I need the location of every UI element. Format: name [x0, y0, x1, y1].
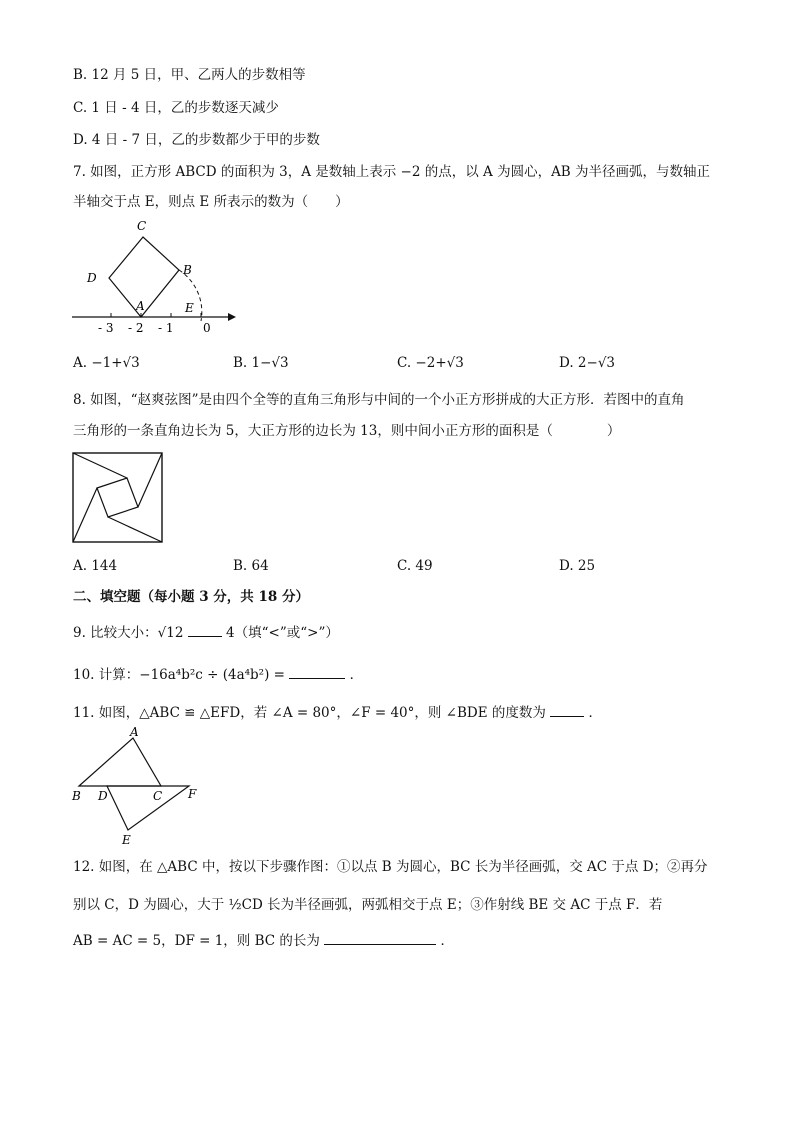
tick-neg1: - 1	[158, 321, 174, 335]
q8-zhaoshuang-figure	[72, 452, 164, 544]
q10-answer-blank[interactable]	[289, 666, 345, 679]
q11-end: ．	[588, 705, 602, 721]
q10-text: 10. 计算：−16a⁴b²c ÷ (4a⁴b²) =	[73, 667, 285, 683]
q10-end: ．	[349, 667, 364, 683]
q8-option-a: A. 144	[73, 558, 118, 574]
outer-square	[73, 453, 162, 542]
section2-title: 二、填空题（每小题 3 分，共 18 分）	[73, 589, 309, 605]
q7-option-d: D. 2−√3	[559, 355, 616, 371]
tick-neg3: - 3	[98, 321, 114, 335]
label-b: B	[183, 263, 192, 277]
q9-suffix: 4（填“<”或“>”）	[226, 625, 339, 641]
q12-stem-line2: 别以 C，D 为圆心，大于 ½CD 长为半径画弧，两弧相交于点 E；③作射线 BE 交 AC 于点 F．若	[73, 897, 663, 913]
label-e: E	[185, 301, 194, 315]
q8-option-d: D. 25	[559, 558, 596, 574]
tick-0: 0	[203, 321, 211, 335]
label-d: D	[98, 789, 108, 803]
q7-stem-line1: 7. 如图，正方形 ABCD 的面积为 3，A 是数轴上表示 −2 的点，以 A 为圆心，AB 为半径画弧，与数轴正	[73, 164, 711, 180]
q8-option-c: C. 49	[397, 558, 433, 574]
label-a: A	[130, 726, 139, 739]
label-c: C	[153, 789, 163, 803]
q7-option-b: B. 1−√3	[233, 355, 289, 371]
triangle-abc	[79, 738, 161, 786]
q11-line	[73, 704, 602, 722]
label-f: F	[188, 787, 197, 801]
q9-prefix: 9. 比较大小：√12	[73, 625, 184, 641]
q11-answer-blank[interactable]	[550, 704, 584, 717]
q7-stem-line2: 半轴交于点 E，则点 E 所表示的数为（ ）	[73, 194, 349, 210]
q9-line	[73, 624, 339, 642]
q12-end: ．	[440, 933, 454, 949]
q6-option-b: B. 12 月 5 日，甲、乙两人的步数相等	[73, 67, 306, 83]
q11-triangles-figure	[68, 726, 208, 850]
label-b: B	[72, 789, 81, 803]
label-c: C	[137, 219, 147, 233]
label-a: A	[136, 299, 145, 313]
label-e: E	[122, 833, 131, 847]
q12-text: AB = AC = 5，DF = 1，则 BC 的长为	[73, 933, 320, 949]
q7-figure	[70, 218, 245, 338]
q6-option-c: C. 1 日 - 4 日，乙的步数逐天减少	[73, 100, 279, 116]
q12-answer-blank[interactable]	[324, 932, 436, 945]
q7-option-c: C. −2+√3	[397, 355, 464, 371]
q10-line	[73, 666, 363, 684]
q11-text: 11. 如图，△ABC ≌ △EFD，若 ∠A = 80°，∠F = 40°，则 ∠BDE 的度数为	[73, 705, 546, 721]
number-line-arrow	[228, 313, 236, 321]
q7-option-a: A. −1+√3	[73, 355, 140, 371]
q6-option-d: D. 4 日 - 7 日，乙的步数都少于甲的步数	[73, 132, 320, 148]
q12-line3	[73, 932, 454, 950]
label-d: D	[87, 271, 97, 285]
q9-answer-blank[interactable]	[188, 624, 222, 637]
q12-stem-line1: 12. 如图，在 △ABC 中，按以下步骤作图：①以点 B 为圆心，BC 长为半径画弧，交 AC 于点 D；②再分	[73, 859, 708, 875]
q8-option-b: B. 64	[233, 558, 269, 574]
triangle-efd	[107, 786, 189, 830]
tick-neg2: - 2	[128, 321, 144, 335]
q8-stem-line2: 三角形的一条直角边长为 5，大正方形的边长为 13，则中间小正方形的面积是（ ）	[73, 423, 621, 439]
inner-square	[97, 478, 138, 517]
q8-stem-line1: 8. 如图，“赵爽弦图”是由四个全等的直角三角形与中间的一个小正方形拼成的大正方形．若图中的直角	[73, 392, 685, 408]
